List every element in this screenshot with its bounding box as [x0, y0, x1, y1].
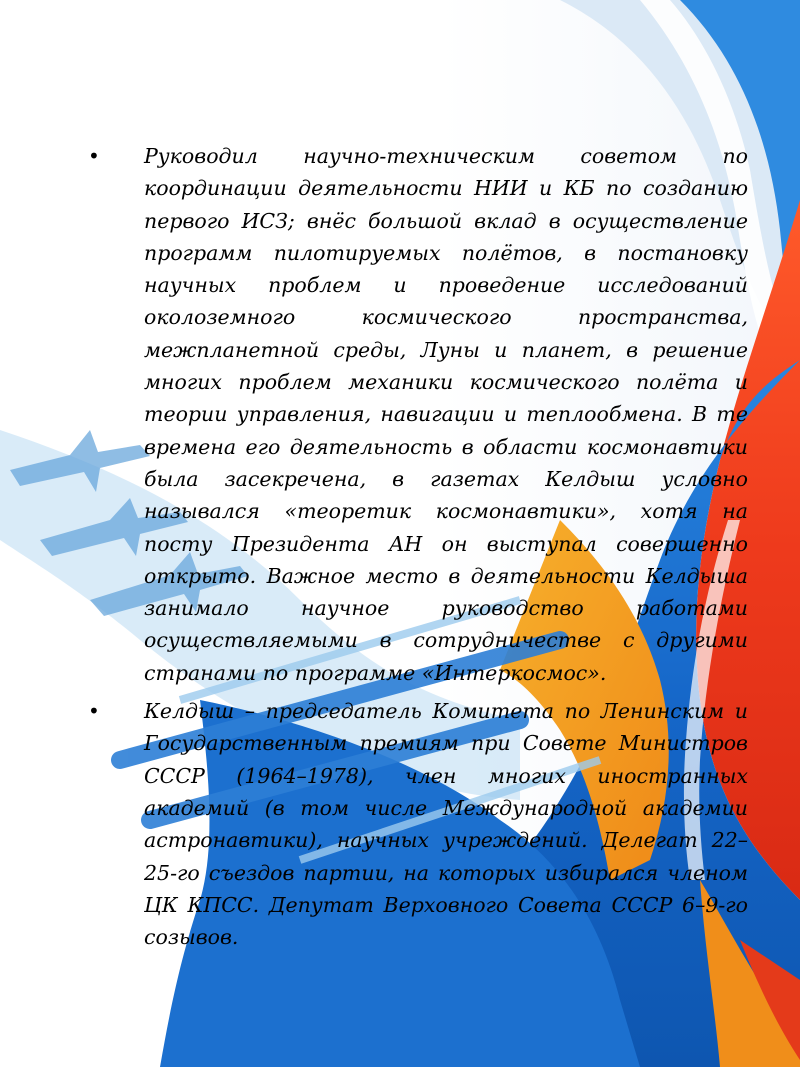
- bullet-marker: •: [88, 699, 100, 724]
- bullet-item: [88, 140, 748, 689]
- text-block: [88, 140, 748, 959]
- bullet-text: Келдыш – председатель Комитета по Ленинским и Государственным премиям при Совете Министров СССР (1964–1978), член многих иностранных академий (в том числе Международной академии астронавтики), научных учреждений. Делегат 22–25-го съездов партии, на которых избирался членом ЦК КПСС. Депутат Верховного Совета СССР 6–9-го созывов.: [144, 699, 748, 950]
- bullet-marker: •: [88, 144, 100, 168]
- bullet-text: Руководил научно-техническим советом по координации деятельности НИИ и КБ по созданию первого ИСЗ; внёс большой вклад в осуществление программ пилотируемых полётов, в постановку научных проблем и проведение исследований околоземного космического пространства, межпланетной среды, Луны и планет, в решение многих проблем механики космического полёта и теории управления, навигации и теплообмена. В те времена его деятельность в области космонавтики была засекречена, в газетах Келдыш условно назывался «теоретик космонавтики», хотя на посту Президента АН он выступал совершенно открыто. Важное место в деятельности Келдыша занимало научное руководство работами осуществляемыми в сотрудничестве с другими странами по программе «Интеркосмос».: [144, 144, 748, 685]
- bullet-item: [88, 695, 748, 953]
